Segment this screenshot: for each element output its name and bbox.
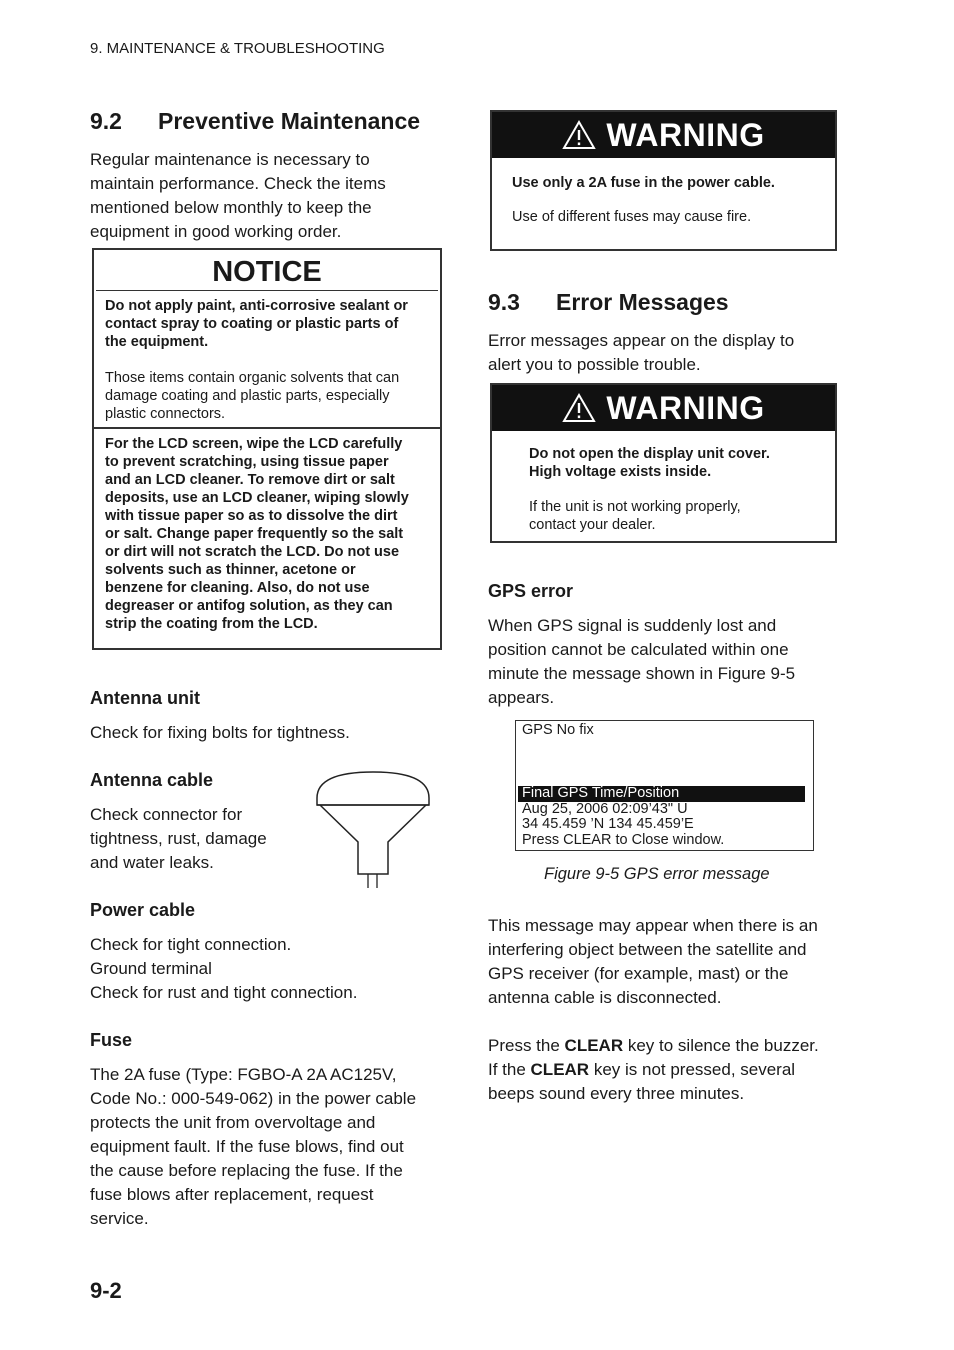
text-span: key to silence the buzzer.	[623, 1036, 819, 1055]
text-line: For the LCD screen, wipe the LCD carefully	[105, 436, 403, 452]
text-line: equipment fault. If the fuse blows, find out	[90, 1137, 404, 1156]
gps-error-para-3	[488, 1034, 819, 1106]
text-line: tightness, rust, damage	[90, 829, 267, 848]
clear-key-label: CLEAR	[564, 1036, 624, 1055]
screen-line: Press CLEAR to Close window.	[522, 831, 725, 848]
text-line: When GPS signal is suddenly lost and	[488, 616, 777, 635]
warning-header	[492, 385, 835, 431]
section-title: Error Messages	[556, 289, 729, 315]
text-line: minute the message shown in Figure 9-5	[488, 664, 796, 683]
text-line	[488, 1034, 819, 1058]
text-line: damage coating and plastic parts, especially	[105, 388, 390, 404]
text-line: contact spray to coating or plastic parts of	[105, 316, 399, 332]
text-line: to prevent scratching, using tissue paper	[105, 454, 389, 470]
warning-body	[492, 158, 835, 226]
text-line: beeps sound every three minutes.	[488, 1084, 745, 1103]
warning-text: Use of different fuses may cause fire.	[512, 209, 752, 225]
text-line: Code No.: 000-549-062) in the power cable	[90, 1089, 417, 1108]
text-line: contact your dealer.	[529, 517, 656, 533]
text-span: Press the	[488, 1036, 565, 1055]
fuse-heading: Fuse	[90, 1030, 133, 1050]
gps-error-text	[488, 614, 795, 710]
intro-line: maintain performance. Check the items	[90, 174, 386, 193]
screen-highlight: Final GPS Time/Position	[518, 786, 805, 802]
text-span: key is not pressed, several	[589, 1060, 796, 1079]
text-line: protects the unit from overvoltage and	[90, 1113, 376, 1132]
section-9-2-intro	[90, 148, 440, 244]
warning-label: WARNING	[606, 389, 765, 426]
intro-line: mentioned below monthly to keep the	[90, 198, 372, 217]
antenna-illustration	[312, 766, 434, 892]
text-line: plastic connectors.	[105, 406, 226, 422]
page-number: 9-2	[90, 1278, 122, 1303]
antenna-cable-heading: Antenna cable	[90, 770, 214, 790]
section-9-3-intro	[488, 329, 794, 377]
antenna-unit-text: Check for fixing bolts for tightness.	[90, 723, 350, 742]
notice-block-1-bold	[105, 297, 430, 351]
antenna-dome	[317, 772, 429, 805]
text-span: If the	[488, 1060, 531, 1079]
antenna-cable-text	[90, 803, 267, 875]
text-line: position cannot be calculated within one	[488, 640, 789, 659]
section-9-3-heading	[488, 289, 729, 316]
gps-error-para-2	[488, 914, 818, 1010]
warning-bold-text: Use only a 2A fuse in the power cable.	[512, 175, 775, 191]
intro-line: alert you to possible trouble.	[488, 355, 701, 374]
text-line: interfering object between the satellite and	[488, 940, 807, 959]
warning-body	[492, 431, 835, 534]
text-line	[488, 1058, 819, 1082]
screen-line: 34 45.459 ’N 134 45.459’E	[522, 816, 694, 832]
section-number: 9.2	[90, 108, 122, 134]
text-line: and water leaks.	[90, 853, 214, 872]
warning-triangle-icon	[562, 393, 596, 423]
screen-line: Aug 25, 2006 02:09’43" U	[522, 800, 688, 817]
figure-caption: Figure 9-5 GPS error message	[544, 865, 770, 883]
warning-box-fuse	[490, 110, 837, 251]
intro-line: Regular maintenance is necessary to	[90, 150, 370, 169]
notice-box	[92, 248, 442, 650]
screen-message	[518, 786, 805, 848]
text-line: GPS receiver (for example, mast) or the	[488, 964, 789, 983]
text-line: Ground terminal	[90, 959, 212, 978]
notice-block-1	[94, 291, 440, 429]
warning-header	[492, 112, 835, 158]
text-line: or salt. Change paper frequently so the salt	[105, 526, 404, 542]
text-line: the equipment.	[105, 334, 209, 350]
text-line: Check for tight connection.	[90, 935, 292, 954]
text-line: Do not open the display unit cover.	[529, 446, 770, 462]
text-line: Those items contain organic solvents that can	[105, 370, 400, 386]
text-line: deposits, use an LCD cleaner, wiping slowly	[105, 490, 409, 506]
warning-triangle-icon	[562, 120, 596, 150]
notice-block-2	[94, 429, 440, 633]
text-line: degreaser or antifog solution, as they can	[105, 598, 393, 614]
text-line: service.	[90, 1209, 149, 1228]
text-line: If the unit is not working properly,	[529, 499, 741, 515]
gps-error-heading: GPS error	[488, 581, 574, 601]
antenna-mount	[320, 805, 426, 874]
text-line: solvents such as thinner, acetone or	[105, 562, 356, 578]
text-line: Do not apply paint, anti-corrosive sealant or	[105, 298, 408, 314]
notice-block-1-text	[105, 369, 430, 423]
section-9-2-heading	[90, 108, 420, 135]
section-title: Preventive Maintenance	[158, 108, 421, 134]
running-head: 9. MAINTENANCE & TROUBLESHOOTING	[90, 40, 385, 57]
text-line: Check for rust and tight connection.	[90, 983, 358, 1002]
text-line: The 2A fuse (Type: FGBO-A 2A AC125V,	[90, 1065, 397, 1084]
clear-key-label: CLEAR	[530, 1060, 590, 1079]
text-line: the cause before replacing the fuse. If the	[90, 1161, 403, 1180]
text-line: or dirt will not scratch the LCD. Do not use	[105, 544, 400, 560]
text-line: fuse blows after replacement, request	[90, 1185, 374, 1204]
text-line: appears.	[488, 688, 555, 707]
section-number: 9.3	[488, 289, 520, 315]
text-line: High voltage exists inside.	[529, 464, 712, 480]
fuse-text	[90, 1063, 450, 1231]
text-line: with tissue paper so as to dissolve the dirt	[105, 508, 398, 524]
text-line: benzene for cleaning. Also, do not use	[105, 580, 370, 596]
notice-title: NOTICE	[96, 250, 438, 291]
warning-box-cover	[490, 383, 837, 543]
screen-title: GPS No fix	[522, 722, 594, 738]
antenna-unit-heading: Antenna unit	[90, 688, 200, 708]
intro-line: equipment in good working order.	[90, 222, 342, 241]
gps-error-screen	[515, 720, 814, 851]
text-line: strip the coating from the LCD.	[105, 616, 318, 632]
intro-line: Error messages appear on the display to	[488, 331, 795, 350]
text-line: Check connector for	[90, 805, 243, 824]
warning-text	[529, 498, 835, 534]
power-cable-text	[90, 933, 357, 1005]
warning-label: WARNING	[606, 116, 765, 153]
text-line: This message may appear when there is an	[488, 916, 818, 935]
warning-bold-text	[529, 445, 835, 481]
text-line: and an LCD cleaner. To remove dirt or salt	[105, 472, 395, 488]
power-cable-heading: Power cable	[90, 900, 196, 920]
text-line: antenna cable is disconnected.	[488, 988, 722, 1007]
